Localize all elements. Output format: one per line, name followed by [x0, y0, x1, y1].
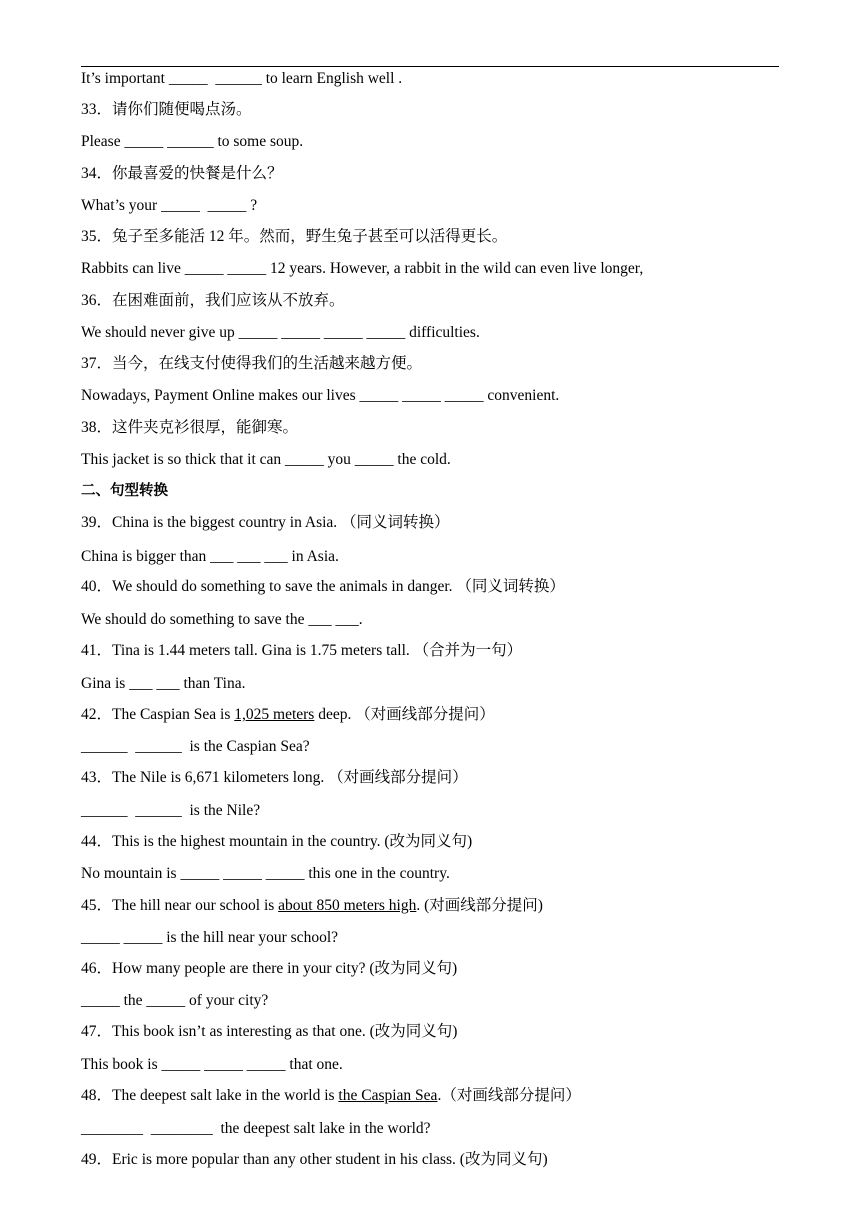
question-39: 39．China is the biggest country in Asia. （同义词转换） — [81, 514, 450, 531]
answer-line-34: What’s your _____ _____ ? — [81, 197, 258, 214]
question-46: 46．How many people are there in your city? (改为同义句) — [81, 960, 458, 977]
question-38: 38．这件夹克衫很厚，能御寒。 — [81, 419, 299, 436]
answer-line-45: _____ _____ is the hill near your school? — [81, 929, 338, 946]
question-33: 33．请你们随便喝点汤。 — [81, 101, 252, 118]
question-42: 42．The Caspian Sea is 1,025 meters deep. （对画线部分提问） — [81, 706, 495, 723]
answer-line-39: China is bigger than ___ ___ ___ in Asia. — [81, 548, 339, 565]
question-48: 48．The deepest salt lake in the world is the Caspian Sea.（对画线部分提问） — [81, 1087, 581, 1104]
answer-line-32: It’s important _____ ______ to learn English well . — [81, 70, 403, 87]
answer-line-36: We should never give up _____ _____ _____ _____ difficulties. — [81, 324, 480, 341]
question-43: 43．The Nile is 6,671 kilometers long. （对画线部分提问） — [81, 769, 468, 786]
question-45: 45．The hill near our school is about 850 meters high. (对画线部分提问) — [81, 897, 543, 914]
answer-line-37: Nowadays, Payment Online makes our lives _____ _____ _____ convenient. — [81, 387, 560, 404]
question-44: 44．This is the highest mountain in the country. (改为同义句) — [81, 833, 473, 850]
question-35: 35．兔子至多能活 12 年。然而，野生兔子甚至可以活得更长。 — [81, 228, 508, 245]
underlined-phrase: 1,025 meters — [234, 706, 315, 723]
answer-line-43: ______ ______ is the Nile? — [81, 802, 261, 819]
answer-line-48: ________ ________ the deepest salt lake in the world? — [81, 1120, 431, 1137]
answer-line-44: No mountain is _____ _____ _____ this one in the country. — [81, 865, 450, 882]
section-heading: 二、句型转换 — [81, 483, 168, 499]
question-36: 36．在困难面前，我们应该从不放弃。 — [81, 292, 345, 309]
underlined-phrase: the Caspian Sea — [338, 1087, 438, 1104]
answer-line-47: This book is _____ _____ _____ that one. — [81, 1056, 343, 1073]
answer-line-40: We should do something to save the ___ ___. — [81, 611, 363, 628]
answer-line-41: Gina is ___ ___ than Tina. — [81, 675, 246, 692]
question-49: 49．Eric is more popular than any other student in his class. (改为同义句) — [81, 1151, 548, 1168]
question-47: 47．This book isn’t as interesting as that one. (改为同义句) — [81, 1023, 458, 1040]
answer-line-38: This jacket is so thick that it can _____ you _____ the cold. — [81, 451, 451, 468]
answer-line-42: ______ ______ is the Caspian Sea? — [81, 738, 310, 755]
header-rule — [81, 66, 779, 67]
question-37: 37．当今，在线支付使得我们的生活越来越方便。 — [81, 355, 423, 372]
answer-line-33: Please _____ ______ to some soup. — [81, 133, 304, 150]
question-40: 40．We should do something to save the animals in danger. （同义词转换） — [81, 578, 565, 595]
question-34: 34．你最喜爱的快餐是什么？ — [81, 165, 283, 182]
answer-line-46: _____ the _____ of your city? — [81, 992, 269, 1009]
question-41: 41．Tina is 1.44 meters tall. Gina is 1.75 meters tall. （合并为一句） — [81, 642, 523, 659]
answer-line-35: Rabbits can live _____ _____ 12 years. However, a rabbit in the wild can even live longer, — [81, 260, 644, 277]
underlined-phrase: about 850 meters high — [278, 897, 417, 914]
